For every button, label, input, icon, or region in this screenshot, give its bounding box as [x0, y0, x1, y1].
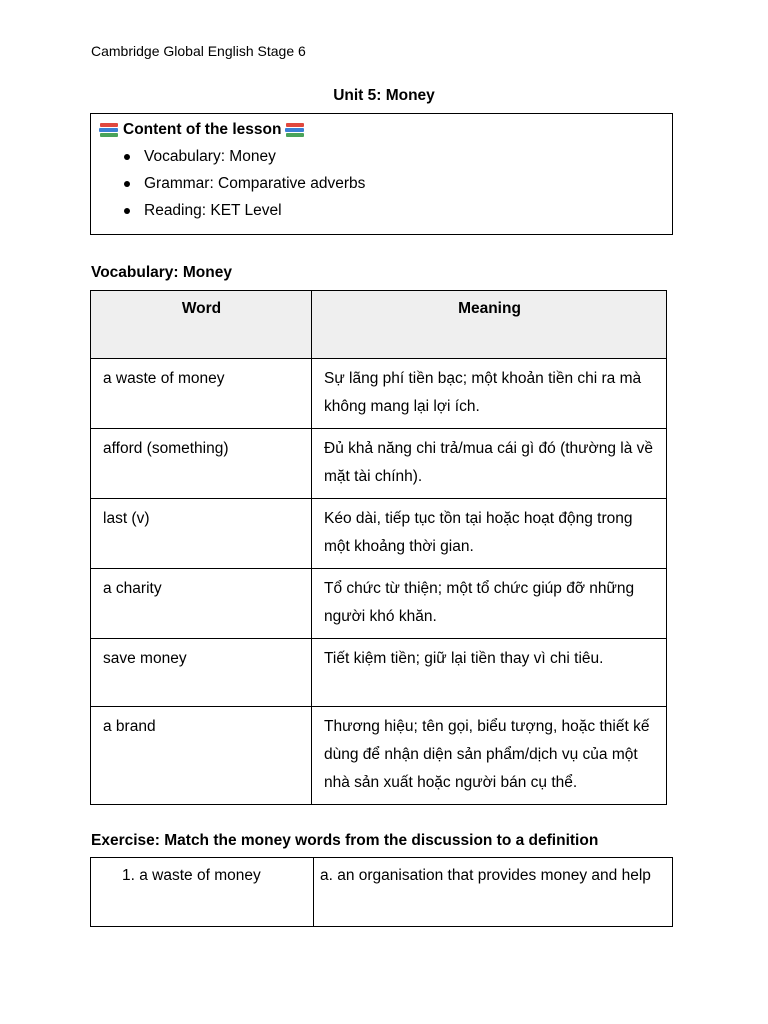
- meaning-cell: Tổ chức từ thiện; một tổ chức giúp đỡ những người khó khăn.: [312, 569, 667, 639]
- lesson-content-title-text: Content of the lesson: [123, 121, 282, 138]
- table-header-row: [91, 291, 667, 359]
- meaning-cell: Đủ khả năng chi trả/mua cái gì đó (thường là về mặt tài chính).: [312, 429, 667, 499]
- vocab-table: [90, 290, 667, 805]
- table-row: [91, 858, 673, 927]
- exercise-word-cell: [91, 858, 314, 927]
- word-cell: a charity: [91, 569, 312, 639]
- meaning-cell: Kéo dài, tiếp tục tồn tại hoặc hoạt động trong một khoảng thời gian.: [312, 499, 667, 569]
- column-header-meaning: Meaning: [312, 291, 667, 359]
- meaning-cell: Thương hiệu; tên gọi, biểu tượng, hoặc thiết kế dùng để nhận diện sản phẩm/dịch vụ của một nhà sản xuất hoặc người bán cụ thể.: [312, 707, 667, 805]
- list-item: [91, 200, 365, 227]
- lesson-content-title: [99, 121, 305, 139]
- word-cell: save money: [91, 639, 312, 707]
- exercise-word: a waste of money: [139, 867, 261, 884]
- list-item: [91, 173, 365, 200]
- word-cell: afford (something): [91, 429, 312, 499]
- word-cell: a brand: [91, 707, 312, 805]
- word-cell: a waste of money: [91, 359, 312, 429]
- books-icon: [99, 122, 119, 138]
- list-item-text: Grammar: Comparative adverbs: [144, 175, 366, 192]
- vocab-section-title: Vocabulary: Money: [91, 264, 232, 281]
- exercise-table: [90, 857, 673, 927]
- page-header: Cambridge Global English Stage 6: [91, 43, 306, 59]
- meaning-cell: Sự lãng phí tiền bạc; một khoản tiền chi ra mà không mang lại lợi ích.: [312, 359, 667, 429]
- exercise-title: Exercise: Match the money words from the discussion to a definition: [91, 832, 599, 849]
- unit-title: Unit 5: Money: [333, 87, 435, 104]
- list-item: [91, 146, 365, 173]
- exercise-definition-cell: a. an organisation that provides money and help: [314, 858, 673, 927]
- list-item-text: Reading: KET Level: [144, 202, 282, 219]
- item-number: 1.: [122, 867, 135, 884]
- table-row: [91, 707, 667, 805]
- lesson-content-box: [90, 113, 673, 235]
- word-cell: last (v): [91, 499, 312, 569]
- lesson-content-list: [91, 146, 365, 227]
- bullet-icon: [124, 181, 130, 187]
- bullet-icon: [124, 208, 130, 214]
- table-row: [91, 429, 667, 499]
- bullet-icon: [124, 154, 130, 160]
- list-item-text: Vocabulary: Money: [144, 148, 276, 165]
- table-row: [91, 499, 667, 569]
- books-icon: [285, 122, 305, 138]
- table-row: [91, 359, 667, 429]
- column-header-word: Word: [91, 291, 312, 359]
- meaning-cell: Tiết kiệm tiền; giữ lại tiền thay vì chi tiêu.: [312, 639, 667, 707]
- table-row: [91, 569, 667, 639]
- table-row: [91, 639, 667, 707]
